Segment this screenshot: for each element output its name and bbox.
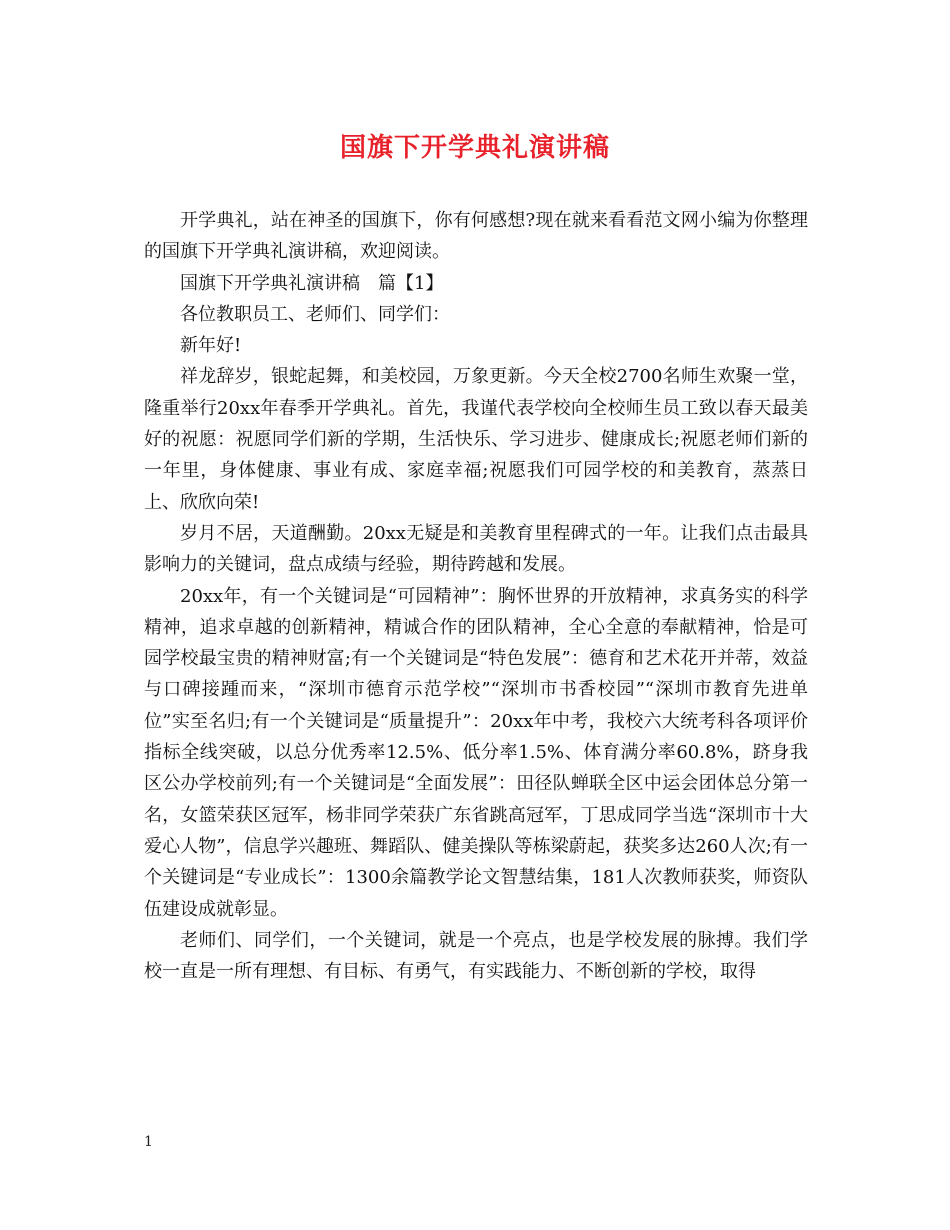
body-paragraph-4: 老师们、同学们，一个关键词，就是一个亮点，也是学校发展的脉搏。我们学校一直是一所有理想、有目标、有勇气，有实践能力、不断创新的学校，取得 <box>144 929 808 983</box>
greeting-line: 各位教职员工、老师们、同学们： <box>180 303 450 325</box>
document-body <box>144 205 808 987</box>
intro-paragraph: 开学典礼，站在神圣的国旗下，你有何感想?现在就来看看范文网小编为你整理的国旗下开学典礼演讲稿，欢迎阅读。 <box>144 210 808 263</box>
page-number: 1 <box>144 1134 153 1150</box>
document-title: 国旗下开学典礼演讲稿 <box>339 133 610 163</box>
body-paragraph-2: 岁月不居，天道酬勤。20xx无疑是和美教育里程碑式的一年。让我们点击最具影响力的关键词，盘点成绩与经验，期待跨越和发展。 <box>144 522 808 576</box>
section-heading: 国旗下开学典礼演讲稿 篇【1】 <box>180 272 444 294</box>
body-paragraph-1: 祥龙辞岁，银蛇起舞，和美校园，万象更新。今天全校2700名师生欢聚一堂，隆重举行20xx年春季开学典礼。首先，我谨代表学校向全校师生员工致以春天最美好的祝愿：祝愿同学们新的学期，生活快乐、学习进步、健康成长;祝愿老师们新的一年里，身体健康、事业有成、家庭幸福;祝愿我们可园学校的和美教育，蒸蒸日上、欣欣向荣! <box>144 366 808 513</box>
new-year-line: 新年好! <box>180 335 242 357</box>
body-paragraph-3: 20xx年，有一个关键词是“可园精神”：胸怀世界的开放精神，求真务实的科学精神，追求卓越的创新精神，精诚合作的团队精神，全心全意的奉献精神，恰是可园学校最宝贵的精神财富;有一个关键词是“特色发展”：德育和艺术花开并蒂，效益与口碑接踵而来，“深圳市德育示范学校”“深圳市书香校园”“深圳市教育先进单位”实至名归;有一个关键词是“质量提升”：20xx年中考，我校六大统考科各项评价指标全线突破，以总分优秀率12.5%、低分率1.5%、体育满分率60.8%，跻身我区公办学校前列;有一个关键词是“全面发展”：田径队蝉联全区中运会团体总分第一名，女篮荣获区冠军，杨非同学荣获广东省跳高冠军，丁思成同学当选“深圳市十大爱心人物”，信息学兴趣班、舞蹈队、健美操队等栋梁蔚起，获奖多达260人次;有一个关键词是“专业成长”：1300余篇教学论文智慧结集，181人次教师获奖，师资队伍建设成就彰显。 <box>144 585 808 920</box>
